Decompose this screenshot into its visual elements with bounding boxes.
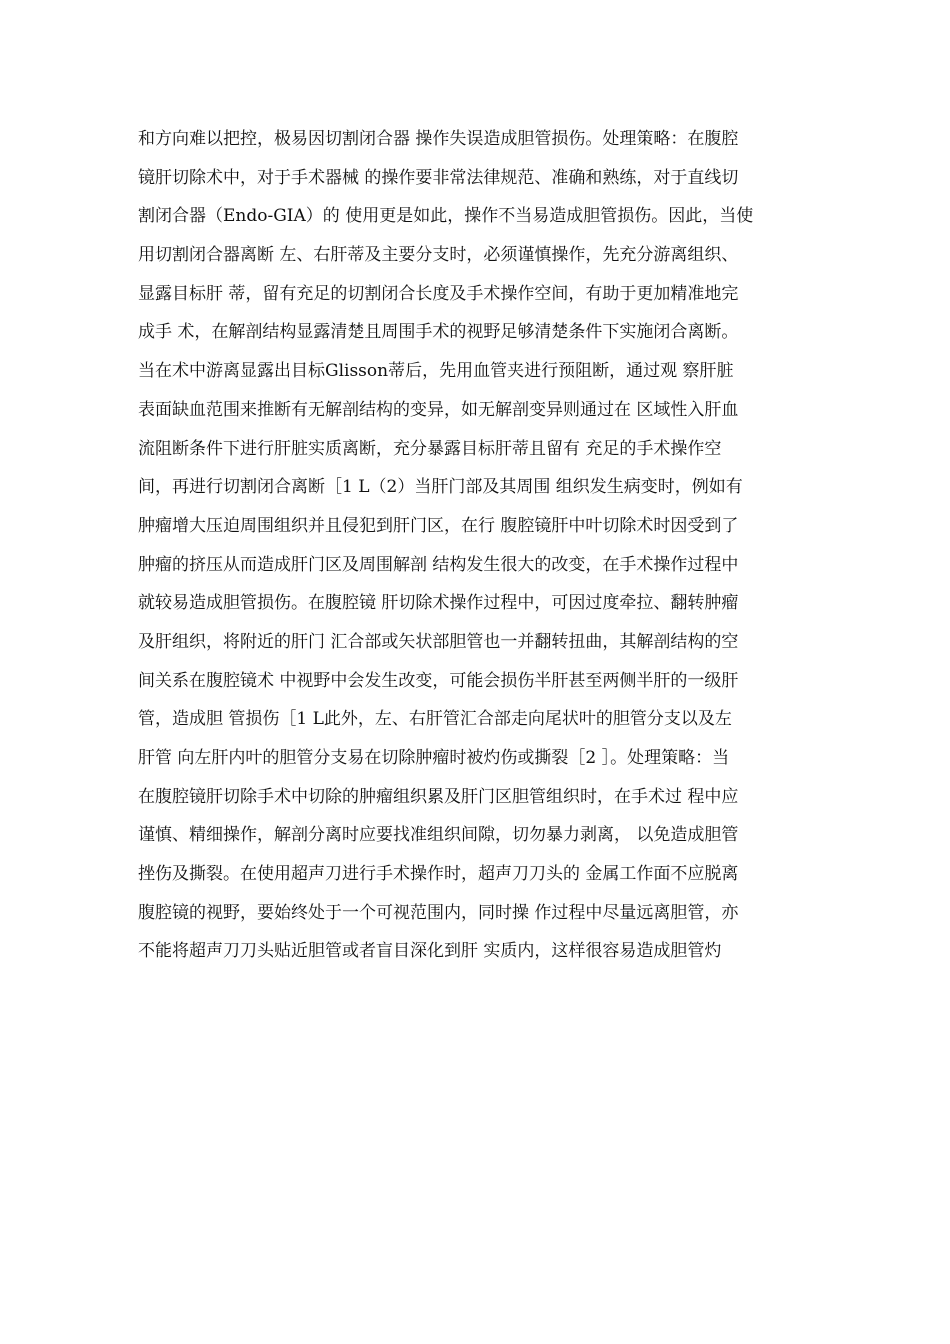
text-line: 挫伤及撕裂。在使用超声刀进行手术操作时，超声刀刀头的 金属工作面不应脱离 bbox=[138, 864, 739, 885]
text-line: 流阻断条件下进行肝脏实质离断，充分暴露目标肝蒂且留有 充足的手术操作空 bbox=[138, 438, 722, 459]
text-line: 肿瘤的挤压从而造成肝门区及周围解剖 结构发生很大的改变，在手术操作过程中 bbox=[138, 554, 739, 575]
text-line: 腹腔镜的视野，要始终处于一个可视范围内，同时操 作过程中尽量远离胆管，亦 bbox=[138, 902, 739, 923]
text-line: 表面缺血范围来推断有无解剖结构的变异，如无解剖变异则通过在 区域性入肝血 bbox=[138, 399, 739, 420]
text-line: 当在术中游离显露出目标Glisson蒂后，先用血管夹进行预阻断，通过观 察肝脏 bbox=[138, 361, 734, 382]
text-line: 及肝组织，将附近的肝门 汇合部或矢状部胆管也一并翻转扭曲，其解剖结构的空 bbox=[138, 631, 739, 652]
text-line: 谨慎、精细操作，解剖分离时应要找准组织间隙，切勿暴力剥离， 以免造成胆管 bbox=[138, 825, 739, 846]
body-text bbox=[138, 120, 838, 971]
text-line: 肿瘤增大压迫周围组织并且侵犯到肝门区，在行 腹腔镜肝中叶切除术时因受到了 bbox=[138, 515, 739, 536]
text-line: 管，造成胆 管损伤［1 L此外，左、右肝管汇合部走向尾状叶的胆管分支以及左 bbox=[138, 709, 732, 730]
text-line: 在腹腔镜肝切除手术中切除的肿瘤组织累及肝门区胆管组织时，在手术过 程中应 bbox=[138, 786, 739, 807]
text-line: 成手 术，在解剖结构显露清楚且周围手术的视野足够清楚条件下实施闭合离断。 bbox=[138, 322, 739, 343]
text-line: 用切割闭合器离断 左、右肝蒂及主要分支时，必须谨慎操作，先充分游离组织、 bbox=[138, 245, 739, 266]
text-line: 间，再进行切割闭合离断［1 L（2）当肝门部及其周围 组织发生病变时，例如有 bbox=[138, 477, 743, 498]
text-line: 就较易造成胆管损伤。在腹腔镜 肝切除术操作过程中，可因过度牵拉、翻转肿瘤 bbox=[138, 593, 739, 614]
text-line: 和方向难以把控，极易因切割闭合器 操作失误造成胆管损伤。处理策略：在腹腔 bbox=[138, 129, 739, 149]
text-line: 肝管 向左肝内叶的胆管分支易在切除肿瘤时被灼伤或撕裂［2 ］。处理策略：当 bbox=[138, 748, 730, 768]
text-line: 显露目标肝 蒂，留有充足的切割闭合长度及手术操作空间，有助于更加精准地完 bbox=[138, 283, 739, 304]
text-line: 间关系在腹腔镜术 中视野中会发生改变，可能会损伤半肝甚至两侧半肝的一级肝 bbox=[138, 670, 739, 691]
text-line: 不能将超声刀刀头贴近胆管或者盲目深化到肝 实质内，这样很容易造成胆管灼 bbox=[138, 941, 722, 962]
text-line: 镜肝切除术中，对于手术器械 的操作要非常法律规范、准确和熟练，对于直线切 bbox=[138, 167, 739, 188]
text-line: 割闭合器（Endo-GIA）的 使用更是如此，操作不当易造成胆管损伤。因此，当使 bbox=[138, 206, 754, 227]
